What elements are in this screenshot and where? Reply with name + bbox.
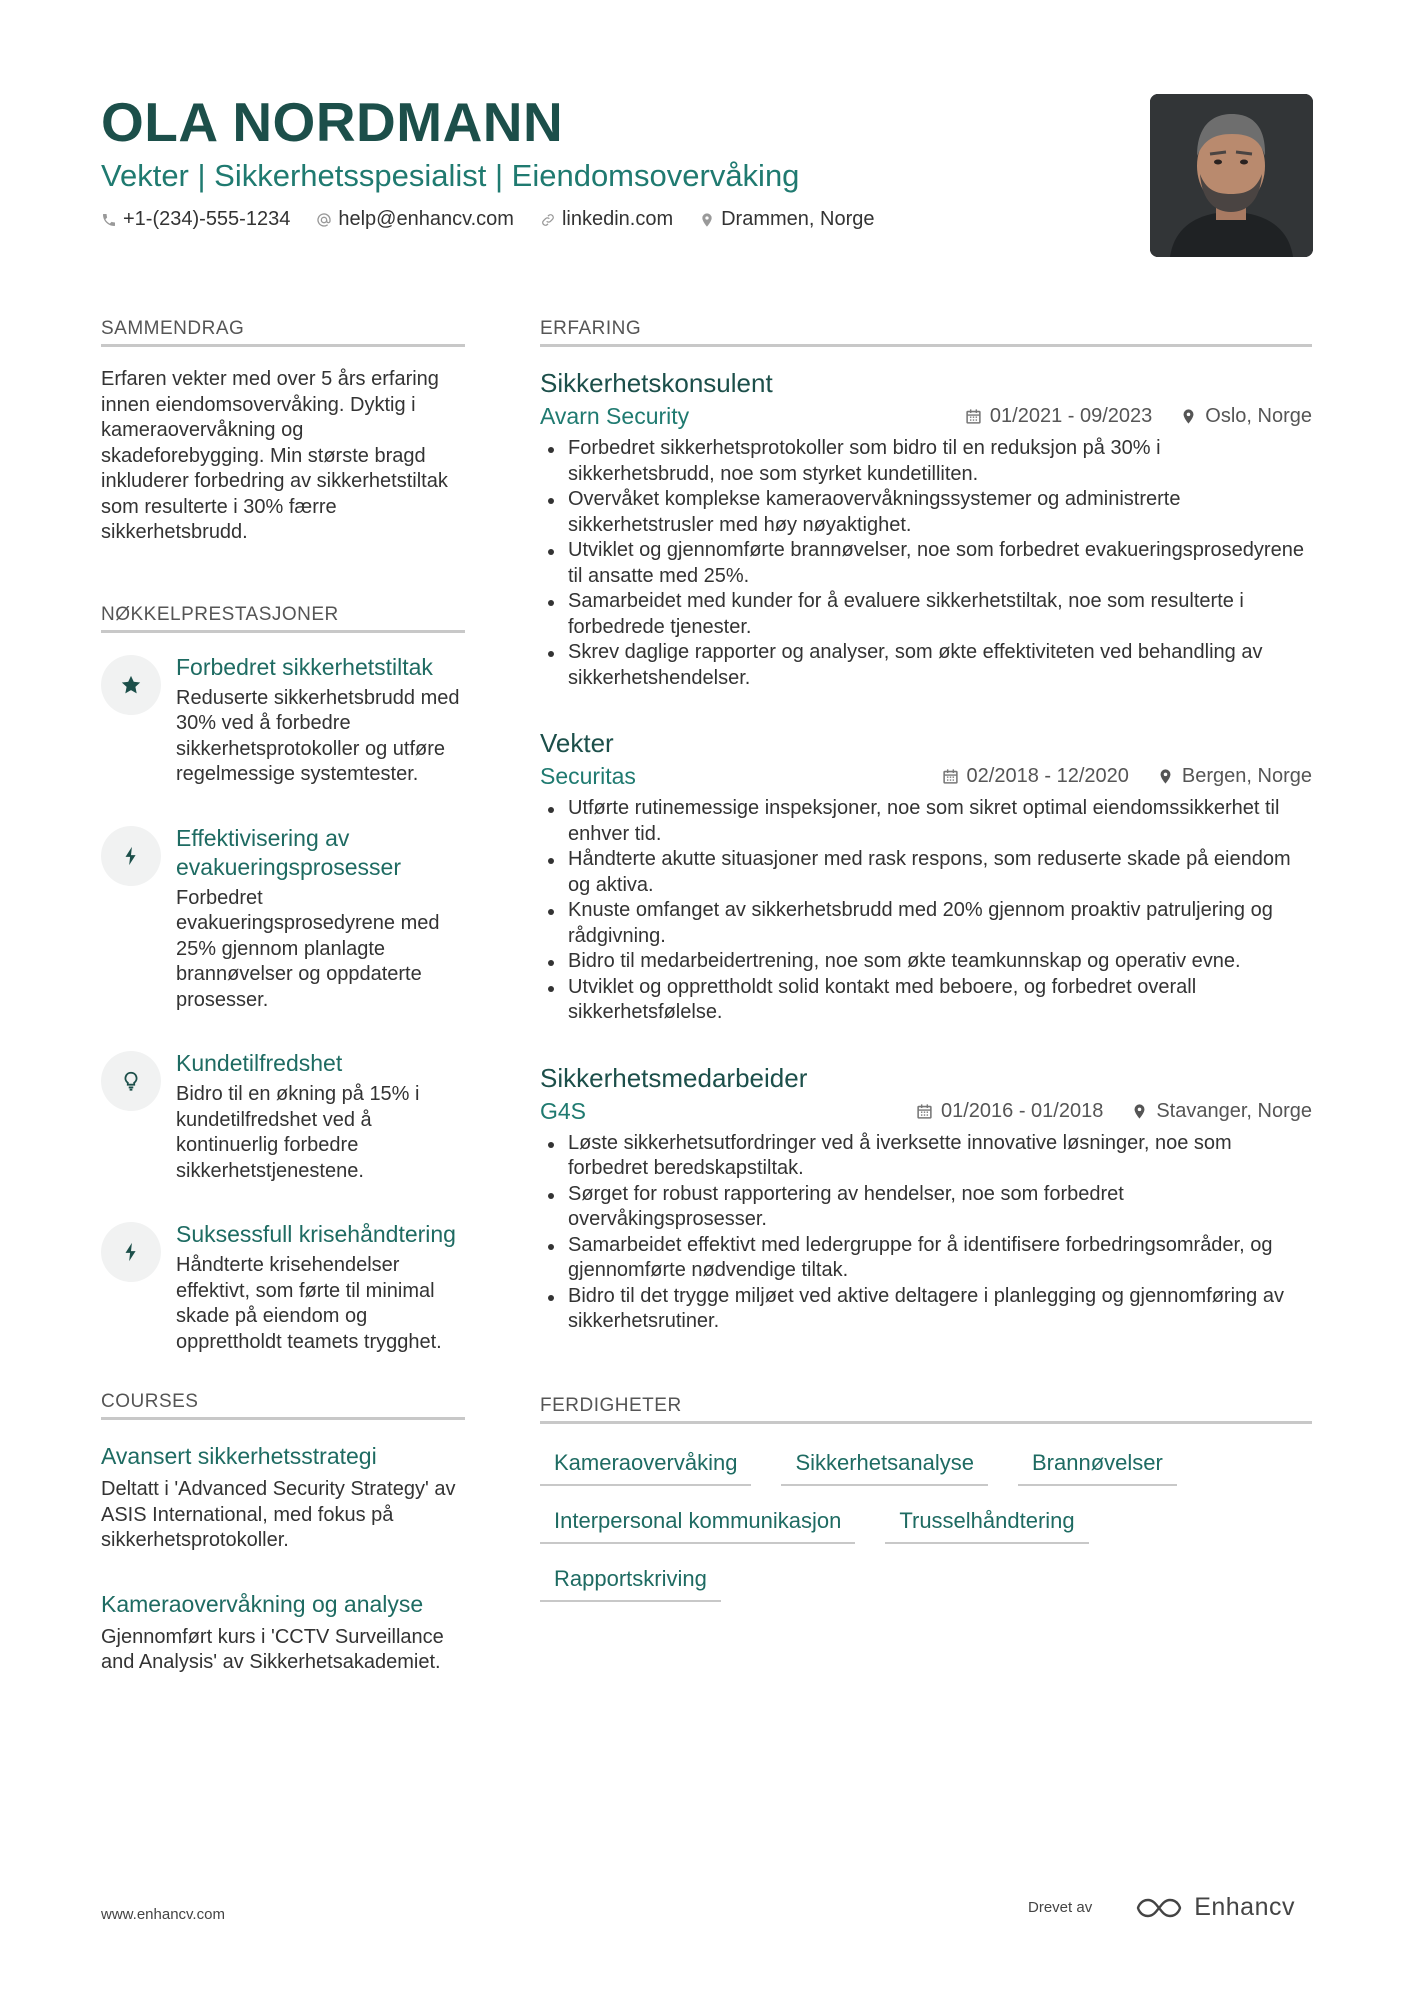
job-location: Oslo, Norge [1205, 405, 1312, 427]
bullet-item: Bidro til det trygge miljøet ved aktive deltagere i planlegging og gjennomføring av sikkerhetsrutiner. [540, 1284, 1312, 1335]
bullet-item: Utviklet og opprettholdt solid kontakt med beboere, og forbedret overall sikkerhetsfølelse. [540, 975, 1312, 1026]
bullet-item: Forbedret sikkerhetsprotokoller som bidro til en reduksjon på 30% i sikkerhetsbrudd, noe som styrket kundetilliten. [540, 436, 1312, 487]
achievement-item [101, 1220, 465, 1355]
achievements-heading: NØKKELPRESTASJONER [101, 604, 465, 633]
candidate-name: OLA NORDMANN [101, 91, 564, 153]
bullet-item: Overvåket komplekse kameraovervåkningssystemer og administrerte sikkerhetstrusler med høy nøyaktighet. [540, 487, 1312, 538]
job-title: Sikkerhetskonsulent [540, 368, 773, 398]
skill-tag: Trusselhåndtering [885, 1500, 1088, 1544]
footer-branding [1028, 1893, 1295, 1922]
job-dates: 01/2016 - 01/2018 [940, 1099, 1104, 1122]
job-entry [540, 1062, 1312, 1335]
achievement-item [101, 824, 465, 1014]
company-name: Securitas [540, 763, 636, 789]
left-column [101, 318, 465, 1676]
achievement-text: Håndterte krisehendelser effektivt, som førte til minimal skade på eiendom og opprettholdt teamets trygghet. [176, 1254, 442, 1353]
achievement-title: Kundetilfredshet [176, 1050, 343, 1076]
skill-tag: Kameraovervåking [540, 1442, 751, 1486]
job-entry [540, 367, 1312, 691]
bullet-item: Samarbeidet effektivt med ledergruppe for å identifisere forbedringsområder, og gjennomførte nødvendige tiltak. [540, 1233, 1312, 1284]
course-item [101, 1590, 465, 1676]
course-title: Kameraovervåkning og analyse [101, 1590, 424, 1617]
bolt-icon [120, 1241, 142, 1263]
bullet-item: Knuste omfanget av sikkerhetsbrudd med 20% gjennom proaktiv patruljering og rådgivning. [540, 898, 1312, 949]
phone-icon [101, 212, 117, 228]
course-text: Gjennomført kurs i 'CCTV Surveillance and Analysis' av Sikkerhetsakademiet. [101, 1625, 444, 1673]
bullet-item: Løste sikkerhetsutfordringer ved å iverksette innovative løsninger, noe som forbedret beredskapstiltak. [540, 1131, 1312, 1182]
contact-location [699, 208, 874, 231]
job-location: Bergen, Norge [1181, 765, 1312, 787]
avatar-icon [1150, 94, 1313, 257]
location-pin-icon [699, 212, 715, 228]
footer-website[interactable]: www.enhancv.com [101, 1906, 225, 1923]
achievement-title: Suksessfull krisehåndtering [176, 1221, 456, 1247]
job-bullets [540, 436, 1312, 691]
job-title: Vekter [540, 728, 614, 758]
contact-linkedin[interactable] [540, 208, 673, 231]
lightbulb-icon [120, 1070, 142, 1092]
achievement-text: Reduserte sikkerhetsbrudd med 30% ved å forbedre sikkerhetsprotokoller og utføre regelmessige systemtester. [176, 686, 460, 785]
skill-tag: Brannøvelser [1018, 1442, 1177, 1486]
job-title: Sikkerhetsmedarbeider [540, 1062, 808, 1093]
skills-heading: FERDIGHETER [540, 1395, 1312, 1424]
contact-phone[interactable] [101, 208, 290, 231]
profile-photo [1150, 94, 1313, 257]
skills-list [540, 1442, 1312, 1616]
courses-heading: COURSES [101, 1391, 465, 1420]
enhancv-logo[interactable] [1136, 1893, 1295, 1922]
contact-email[interactable] [316, 208, 514, 231]
skill-tag: Rapportskriving [540, 1558, 721, 1602]
job-bullets [540, 796, 1312, 1026]
at-icon [316, 212, 332, 228]
course-title: Avansert sikkerhetsstrategi [101, 1443, 377, 1469]
candidate-role: Vekter | Sikkerhetsspesialist | Eiendomsovervåking [101, 158, 800, 193]
course-text: Deltatt i 'Advanced Security Strategy' av ASIS International, med fokus på sikkerhetsprotokoller. [101, 1478, 456, 1551]
bolt-icon [120, 845, 142, 867]
resume-header [101, 92, 1141, 231]
calendar-icon [965, 408, 982, 425]
calendar-icon [942, 768, 959, 785]
location-pin-icon [1180, 408, 1197, 425]
job-location: Stavanger, Norge [1156, 1099, 1312, 1122]
linkedin-text: linkedin.com [561, 208, 674, 230]
skill-tag: Interpersonal kommunikasjon [540, 1500, 855, 1544]
company-name: G4S [540, 1097, 587, 1124]
brand-name: Enhancv [1194, 1893, 1295, 1921]
bullet-item: Sørget for robust rapportering av hendelser, noe som forbedret overvåkingsprosesser. [540, 1182, 1312, 1233]
phone-text: +1-(234)-555-1234 [123, 208, 291, 230]
achievement-item [101, 653, 465, 788]
course-item [101, 1442, 465, 1554]
location-text: Drammen, Norge [721, 208, 875, 230]
right-column [540, 318, 1312, 1616]
bullet-item: Utførte rutinemessige inspeksjoner, noe som sikret optimal eiendomssikkerhet til enhver tid. [540, 796, 1312, 847]
job-dates: 01/2021 - 09/2023 [989, 405, 1153, 427]
achievements-list [101, 653, 465, 1356]
job-bullets [540, 1131, 1312, 1335]
location-pin-icon [1157, 768, 1174, 785]
job-entry [540, 727, 1312, 1026]
job-dates: 02/2018 - 12/2020 [966, 765, 1129, 787]
company-name: Avarn Security [540, 403, 690, 429]
summary-text: Erfaren vekter med over 5 års erfaring innen eiendomsovervåking. Dyktig i kameraovervåkning og skadeforebygging. Min største bragd inkluderer forbedring av sikkerhetstiltak som resulterte i 30% færre sikkerhetsbrudd. [101, 368, 448, 543]
summary-heading: SAMMENDRAG [101, 318, 465, 347]
email-text: help@enhancv.com [338, 208, 514, 230]
bullet-item: Håndterte akutte situasjoner med rask respons, som reduserte skade på eiendom og aktiva. [540, 847, 1312, 898]
link-icon [540, 212, 556, 228]
powered-by-text: Drevet av [1028, 1899, 1093, 1916]
achievement-title: Forbedret sikkerhetstiltak [176, 653, 433, 680]
location-pin-icon [1131, 1103, 1148, 1120]
achievement-item [101, 1049, 465, 1184]
bullet-item: Samarbeidet med kunder for å evaluere sikkerhetstiltak, noe som resulterte i forbedrede tjenester. [540, 589, 1312, 640]
bullet-item: Bidro til medarbeidertrening, noe som økte teamkunnskap og operativ evne. [540, 949, 1312, 975]
bullet-item: Utviklet og gjennomførte brannøvelser, noe som forbedret evakueringsprosedyrene til ansatte med 25%. [540, 538, 1312, 589]
calendar-icon [916, 1103, 933, 1120]
achievement-text: Forbedret evakueringsprosedyrene med 25% gjennom planlagte brannøvelser og oppdaterte prosesser. [176, 886, 440, 1011]
achievement-title: Effektivisering av evakueringsprosesser [176, 824, 402, 880]
star-icon [120, 674, 142, 696]
achievement-text: Bidro til en økning på 15% i kundetilfredshet ved å kontinuerlig forbedre sikkerhetstjenestene. [176, 1083, 420, 1182]
enhancv-logo-icon [1136, 1896, 1182, 1920]
experience-heading: ERFARING [540, 318, 1312, 347]
skill-tag: Sikkerhetsanalyse [781, 1442, 988, 1486]
contact-row [101, 208, 1141, 231]
bullet-item: Skrev daglige rapporter og analyser, som økte effektiviteten ved behandling av sikkerhetshendelser. [540, 640, 1312, 691]
